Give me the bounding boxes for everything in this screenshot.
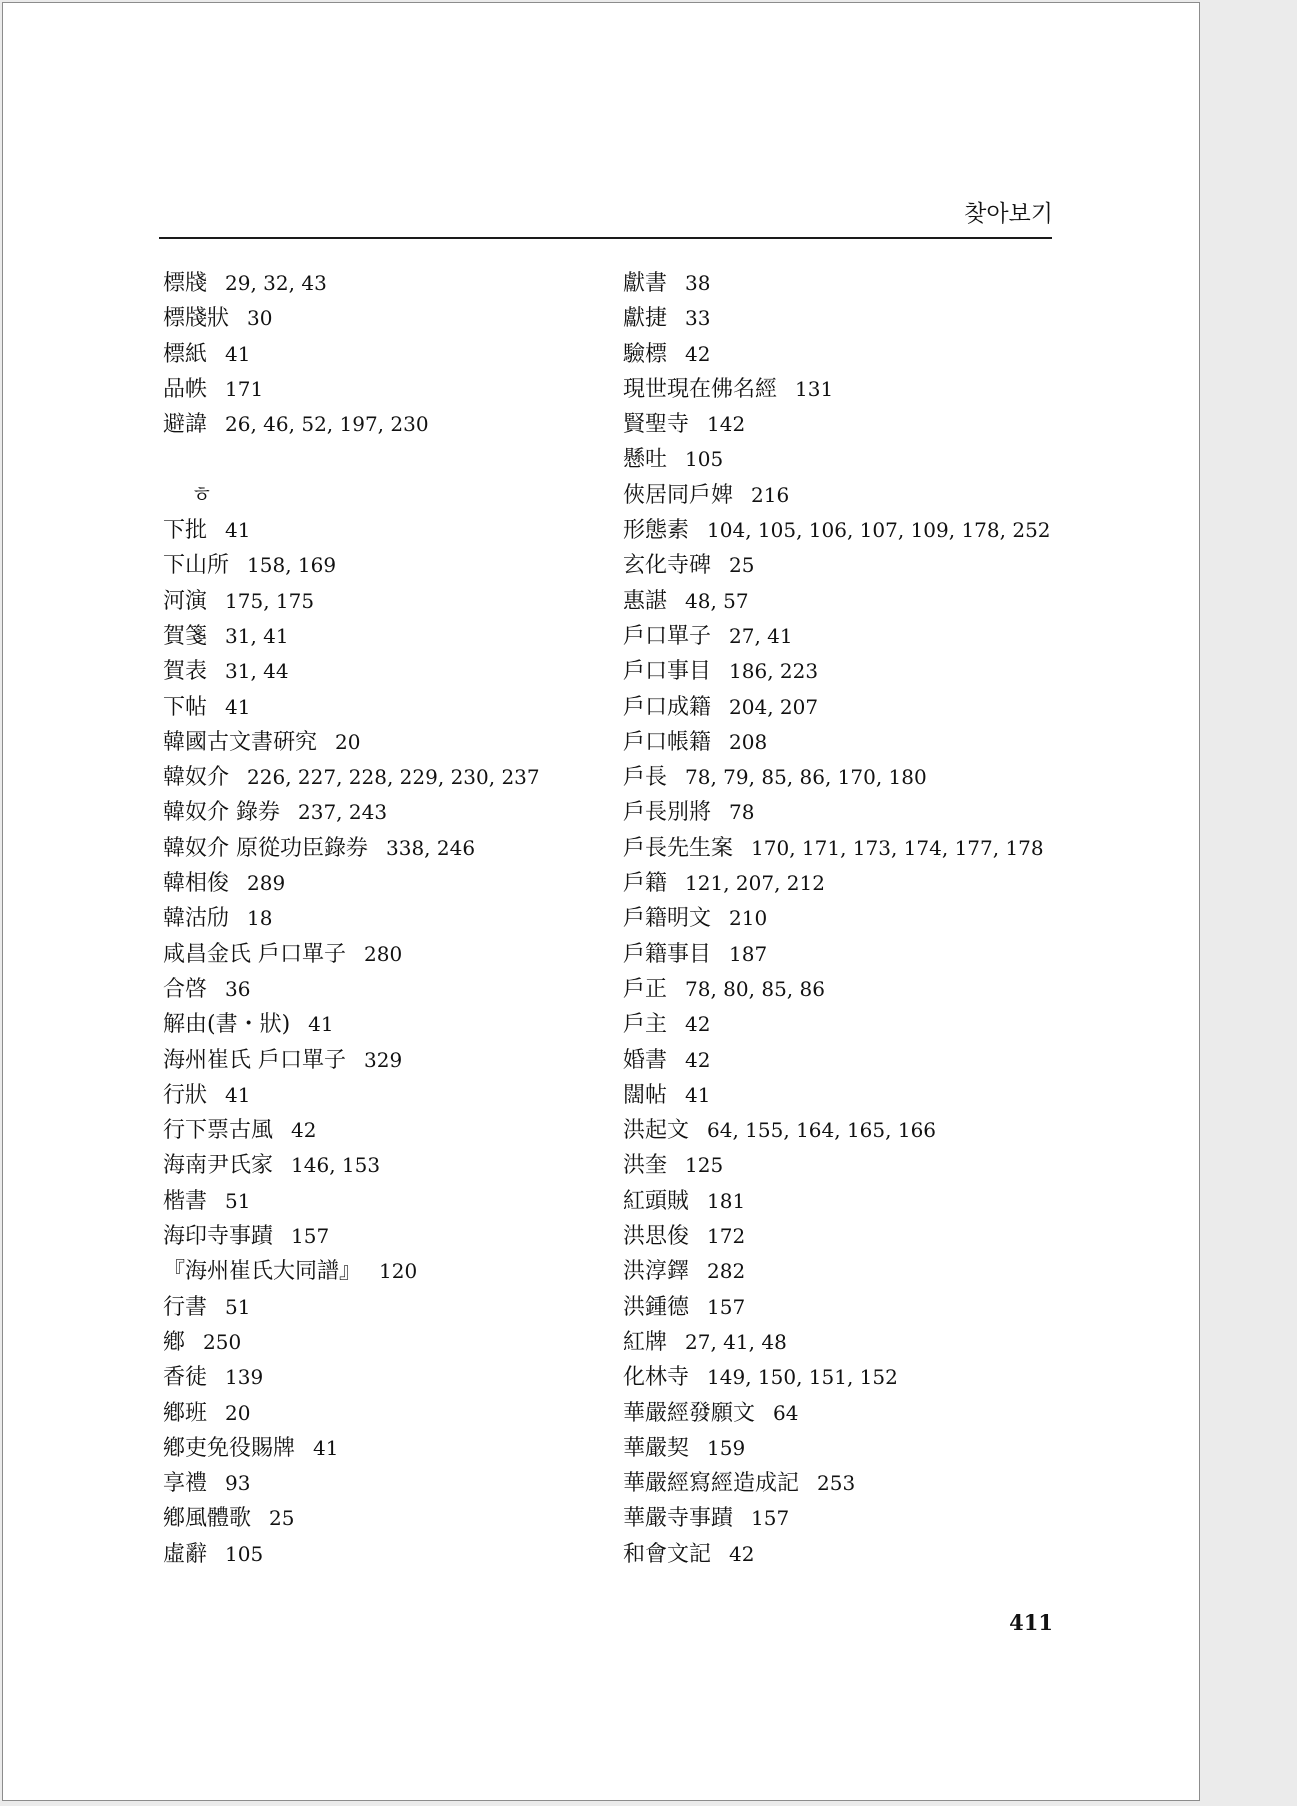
index-entry bbox=[163, 337, 540, 372]
index-entry bbox=[163, 866, 540, 901]
index-term: 鄕風體歌 bbox=[163, 1506, 252, 1532]
index-term: 和會文記 bbox=[623, 1541, 712, 1567]
index-term: 婚書 bbox=[623, 1047, 668, 1073]
index-entry bbox=[163, 619, 540, 654]
index-entry bbox=[623, 866, 1051, 901]
index-column-left bbox=[163, 266, 540, 1572]
index-entry bbox=[163, 831, 540, 866]
index-term: 華嚴寺事蹟 bbox=[623, 1506, 734, 1532]
header-rule bbox=[159, 237, 1052, 239]
index-page-refs: 120 bbox=[379, 1259, 418, 1284]
index-entry bbox=[623, 548, 1051, 583]
index-term: 戶長別將 bbox=[623, 800, 712, 826]
index-page-refs: 42 bbox=[291, 1118, 317, 1143]
index-entry bbox=[163, 760, 540, 795]
index-page-refs: 210 bbox=[729, 906, 768, 931]
index-page-refs: 104, 105, 106, 107, 109, 178, 252 bbox=[707, 518, 1051, 543]
index-term: 韓沽劤 bbox=[163, 906, 230, 932]
index-entry bbox=[163, 301, 540, 336]
index-page-refs: 25 bbox=[729, 553, 755, 578]
index-entry bbox=[163, 1466, 540, 1501]
index-term: 標紙 bbox=[163, 341, 208, 367]
index-entry bbox=[163, 1184, 540, 1219]
index-term: 戶口帳籍 bbox=[623, 729, 712, 755]
index-term: 戶正 bbox=[623, 976, 668, 1002]
index-entry bbox=[163, 1396, 540, 1431]
index-page-refs: 131 bbox=[795, 376, 834, 401]
index-page-refs: 64, 155, 164, 165, 166 bbox=[707, 1118, 937, 1143]
index-page-refs: 175, 175 bbox=[225, 588, 315, 613]
index-page-refs: 41 bbox=[313, 1435, 339, 1460]
index-term: 洪淳鐸 bbox=[623, 1259, 690, 1285]
index-page-refs: 27, 41, 48 bbox=[685, 1329, 787, 1354]
index-page-refs: 51 bbox=[225, 1188, 251, 1213]
index-page-refs: 31, 41 bbox=[225, 623, 289, 648]
index-term: 鄕 bbox=[163, 1329, 186, 1355]
index-entry bbox=[163, 654, 540, 689]
index-term: 紅頭賊 bbox=[623, 1188, 690, 1214]
index-term: 形態素 bbox=[623, 518, 690, 544]
index-page-refs: 20 bbox=[335, 729, 361, 754]
index-page-refs: 30 bbox=[247, 306, 273, 331]
index-term: 華嚴經發願文 bbox=[623, 1400, 756, 1426]
index-term: 戶長先生案 bbox=[623, 835, 734, 861]
index-page-refs: 280 bbox=[364, 941, 403, 966]
index-entry bbox=[623, 1113, 1051, 1148]
index-term: 香徒 bbox=[163, 1365, 208, 1391]
index-term: 標牋狀 bbox=[163, 306, 230, 332]
index-term: 楷書 bbox=[163, 1188, 208, 1214]
index-page-refs: 172 bbox=[707, 1224, 746, 1249]
index-term: 玄化寺碑 bbox=[623, 553, 712, 579]
index-entry bbox=[163, 372, 540, 407]
index-entry bbox=[163, 937, 540, 972]
index-page-refs: 139 bbox=[225, 1365, 264, 1390]
index-term: 下批 bbox=[163, 518, 208, 544]
index-term: 洪起文 bbox=[623, 1118, 690, 1144]
index-page-refs: 41 bbox=[225, 518, 251, 543]
index-page-refs: 338, 246 bbox=[386, 835, 476, 860]
index-page-refs: 105 bbox=[225, 1541, 264, 1566]
index-page-refs: 289 bbox=[247, 871, 286, 896]
index-page-refs: 157 bbox=[291, 1224, 330, 1249]
index-entry bbox=[163, 1431, 540, 1466]
index-term: 賀箋 bbox=[163, 623, 208, 649]
index-term: 驗標 bbox=[623, 341, 668, 367]
index-term: 『海州崔氏大同譜』 bbox=[163, 1259, 362, 1285]
index-entry bbox=[623, 795, 1051, 830]
index-page-refs: 41 bbox=[225, 1082, 251, 1107]
index-page-refs: 41 bbox=[225, 341, 251, 366]
index-term: 戶長 bbox=[623, 765, 668, 791]
index-term: 合啓 bbox=[163, 976, 208, 1002]
index-page-refs: 31, 44 bbox=[225, 659, 289, 684]
index-page-refs: 42 bbox=[729, 1541, 755, 1566]
index-page-refs: 282 bbox=[707, 1259, 746, 1284]
index-page-refs: 64 bbox=[773, 1400, 799, 1425]
index-page-refs: 78 bbox=[729, 800, 755, 825]
index-page-refs: 226, 227, 228, 229, 230, 237 bbox=[247, 765, 540, 790]
index-entry bbox=[163, 972, 540, 1007]
index-term: 咸昌金氏 戶口單子 bbox=[163, 941, 346, 967]
index-entry bbox=[623, 266, 1051, 301]
index-page-refs: 181 bbox=[707, 1188, 746, 1213]
index-term: 河演 bbox=[163, 588, 208, 614]
index-entry bbox=[163, 901, 540, 936]
section-spacer bbox=[163, 442, 540, 477]
index-term: 化林寺 bbox=[623, 1365, 690, 1391]
index-page-refs: 250 bbox=[203, 1329, 242, 1354]
index-entry bbox=[163, 1537, 540, 1572]
index-term: 韓奴介 錄券 bbox=[163, 800, 280, 826]
index-entry bbox=[163, 1148, 540, 1183]
index-term: 華嚴經寫經造成記 bbox=[623, 1471, 800, 1497]
index-entry bbox=[623, 901, 1051, 936]
index-entry bbox=[623, 1396, 1051, 1431]
index-entry bbox=[623, 1431, 1051, 1466]
index-term: 華嚴契 bbox=[623, 1435, 690, 1461]
index-entry bbox=[623, 1290, 1051, 1325]
index-page-refs: 41 bbox=[225, 694, 251, 719]
index-term: 韓奴介 原從功臣錄券 bbox=[163, 835, 368, 861]
index-entry bbox=[623, 690, 1051, 725]
index-entry bbox=[623, 760, 1051, 795]
index-term: 韓相俊 bbox=[163, 871, 230, 897]
index-entry bbox=[163, 725, 540, 760]
index-page-refs: 29, 32, 43 bbox=[225, 271, 327, 295]
index-entry bbox=[623, 1148, 1051, 1183]
index-page-refs: 186, 223 bbox=[729, 659, 819, 684]
index-term: 海南尹氏家 bbox=[163, 1153, 274, 1179]
index-term: 行下票古風 bbox=[163, 1118, 274, 1144]
index-term: 戶籍 bbox=[623, 871, 668, 897]
index-term: 戶主 bbox=[623, 1012, 668, 1038]
index-entry bbox=[623, 1360, 1051, 1395]
index-entry bbox=[163, 513, 540, 548]
index-entry bbox=[623, 513, 1051, 548]
index-entry bbox=[623, 301, 1051, 336]
running-header-title: 찾아보기 bbox=[964, 201, 1053, 227]
index-term: 下山所 bbox=[163, 553, 230, 579]
index-entry bbox=[163, 1219, 540, 1254]
index-entry bbox=[623, 407, 1051, 442]
index-term: 鄕班 bbox=[163, 1400, 208, 1426]
index-entry bbox=[163, 1078, 540, 1113]
index-page-refs: 41 bbox=[685, 1082, 711, 1107]
index-page-refs: 204, 207 bbox=[729, 694, 819, 719]
index-page-refs: 125 bbox=[685, 1153, 724, 1178]
index-page-refs: 170, 171, 173, 174, 177, 178 bbox=[751, 835, 1044, 860]
index-page-refs: 42 bbox=[685, 341, 711, 366]
index-term: 俠居同戶婢 bbox=[623, 482, 734, 508]
index-entry bbox=[623, 584, 1051, 619]
section-heading bbox=[163, 478, 540, 513]
index-page-refs: 105 bbox=[685, 447, 724, 472]
index-term: 賢聖寺 bbox=[623, 412, 690, 438]
index-page-refs: 42 bbox=[685, 1012, 711, 1037]
index-page-refs: 208 bbox=[729, 729, 768, 754]
index-page-refs: 18 bbox=[247, 906, 273, 931]
index-term: 洪鍾德 bbox=[623, 1294, 690, 1320]
index-term: 戶籍事目 bbox=[623, 941, 712, 967]
index-entry bbox=[163, 1113, 540, 1148]
index-entry bbox=[163, 795, 540, 830]
index-page-refs: 157 bbox=[707, 1294, 746, 1319]
index-term: 現世現在佛名經 bbox=[623, 376, 778, 402]
index-entry bbox=[163, 1360, 540, 1395]
index-term: 戶口單子 bbox=[623, 623, 712, 649]
index-page-refs: 216 bbox=[751, 482, 790, 507]
index-page-refs: 149, 150, 151, 152 bbox=[707, 1365, 898, 1390]
index-term: 洪思俊 bbox=[623, 1224, 690, 1250]
index-page-refs: 159 bbox=[707, 1435, 746, 1460]
index-entry bbox=[623, 1325, 1051, 1360]
section-heading-letter: ㅎ bbox=[191, 482, 213, 508]
index-term: 避諱 bbox=[163, 412, 208, 438]
index-page-refs: 38 bbox=[685, 271, 711, 295]
index-entry bbox=[163, 1290, 540, 1325]
index-page-refs: 26, 46, 52, 197, 230 bbox=[225, 412, 429, 437]
index-entry bbox=[623, 337, 1051, 372]
index-page-refs: 78, 79, 85, 86, 170, 180 bbox=[685, 765, 927, 790]
index-term: 海印寺事蹟 bbox=[163, 1224, 274, 1250]
index-term: 戶籍明文 bbox=[623, 906, 712, 932]
index-entry bbox=[623, 1501, 1051, 1536]
index-term: 下帖 bbox=[163, 694, 208, 720]
index-page-refs: 27, 41 bbox=[729, 623, 793, 648]
index-term: 獻書 bbox=[623, 271, 668, 296]
index-entry bbox=[623, 372, 1051, 407]
index-entry bbox=[163, 266, 540, 301]
index-page-refs: 237, 243 bbox=[298, 800, 388, 825]
index-entry bbox=[623, 1078, 1051, 1113]
index-entry bbox=[163, 1007, 540, 1042]
index-entry bbox=[623, 1219, 1051, 1254]
book-page bbox=[2, 2, 1200, 1801]
index-entry bbox=[623, 654, 1051, 689]
index-entry bbox=[163, 1043, 540, 1078]
index-term: 鄕吏免役賜牌 bbox=[163, 1435, 296, 1461]
index-entry bbox=[623, 831, 1051, 866]
page-number: 411 bbox=[1009, 1610, 1053, 1635]
index-entry bbox=[623, 619, 1051, 654]
index-entry bbox=[623, 972, 1051, 1007]
index-term: 標牋 bbox=[163, 271, 208, 296]
index-entry bbox=[623, 1466, 1051, 1501]
index-entry bbox=[163, 584, 540, 619]
index-term: 享禮 bbox=[163, 1471, 208, 1497]
index-term: 惠諶 bbox=[623, 588, 668, 614]
index-term: 紅牌 bbox=[623, 1329, 668, 1355]
index-entry bbox=[163, 548, 540, 583]
index-page-refs: 25 bbox=[269, 1506, 295, 1531]
index-page-refs: 121, 207, 212 bbox=[685, 871, 825, 896]
index-entry bbox=[623, 442, 1051, 477]
index-entry bbox=[623, 1184, 1051, 1219]
index-term: 戶口事目 bbox=[623, 659, 712, 685]
index-entry bbox=[163, 407, 540, 442]
index-entry bbox=[623, 1043, 1051, 1078]
index-page-refs: 48, 57 bbox=[685, 588, 749, 613]
index-page-refs: 20 bbox=[225, 1400, 251, 1425]
index-page-refs: 253 bbox=[817, 1471, 856, 1496]
index-page-refs: 146, 153 bbox=[291, 1153, 381, 1178]
index-entry bbox=[623, 725, 1051, 760]
index-page-refs: 158, 169 bbox=[247, 553, 337, 578]
index-term: 洪奎 bbox=[623, 1153, 668, 1179]
index-entry bbox=[623, 1254, 1051, 1289]
index-page-refs: 329 bbox=[364, 1047, 403, 1072]
index-page-refs: 33 bbox=[685, 306, 711, 331]
index-term: 賀表 bbox=[163, 659, 208, 685]
index-page-refs: 171 bbox=[225, 376, 264, 401]
index-entry bbox=[623, 1007, 1051, 1042]
index-page-refs: 78, 80, 85, 86 bbox=[685, 976, 825, 1001]
index-page-refs: 36 bbox=[225, 976, 251, 1001]
index-entry bbox=[163, 1501, 540, 1536]
index-entry bbox=[163, 1254, 540, 1289]
index-entry bbox=[623, 937, 1051, 972]
index-term: 行書 bbox=[163, 1294, 208, 1320]
index-term: 行狀 bbox=[163, 1082, 208, 1108]
index-page-refs: 157 bbox=[751, 1506, 790, 1531]
index-page-refs: 51 bbox=[225, 1294, 251, 1319]
index-entry bbox=[623, 1537, 1051, 1572]
index-page-refs: 142 bbox=[707, 412, 746, 437]
index-term: 品帙 bbox=[163, 376, 208, 402]
index-term: 解由(書・狀) bbox=[163, 1012, 291, 1038]
index-term: 獻捷 bbox=[623, 306, 668, 332]
index-page-refs: 187 bbox=[729, 941, 768, 966]
index-entry bbox=[623, 478, 1051, 513]
index-column-right bbox=[623, 266, 1051, 1572]
index-term: 闊帖 bbox=[623, 1082, 668, 1108]
index-term: 戶口成籍 bbox=[623, 694, 712, 720]
index-page-refs: 93 bbox=[225, 1471, 251, 1496]
index-entry bbox=[163, 690, 540, 725]
index-page-refs: 41 bbox=[308, 1012, 334, 1037]
index-page-refs: 42 bbox=[685, 1047, 711, 1072]
index-term: 虛辭 bbox=[163, 1541, 208, 1567]
index-entry bbox=[163, 1325, 540, 1360]
index-term: 韓奴介 bbox=[163, 765, 230, 791]
index-term: 海州崔氏 戶口單子 bbox=[163, 1047, 346, 1073]
index-term: 懸吐 bbox=[623, 447, 668, 473]
index-term: 韓國古文書硏究 bbox=[163, 729, 318, 755]
